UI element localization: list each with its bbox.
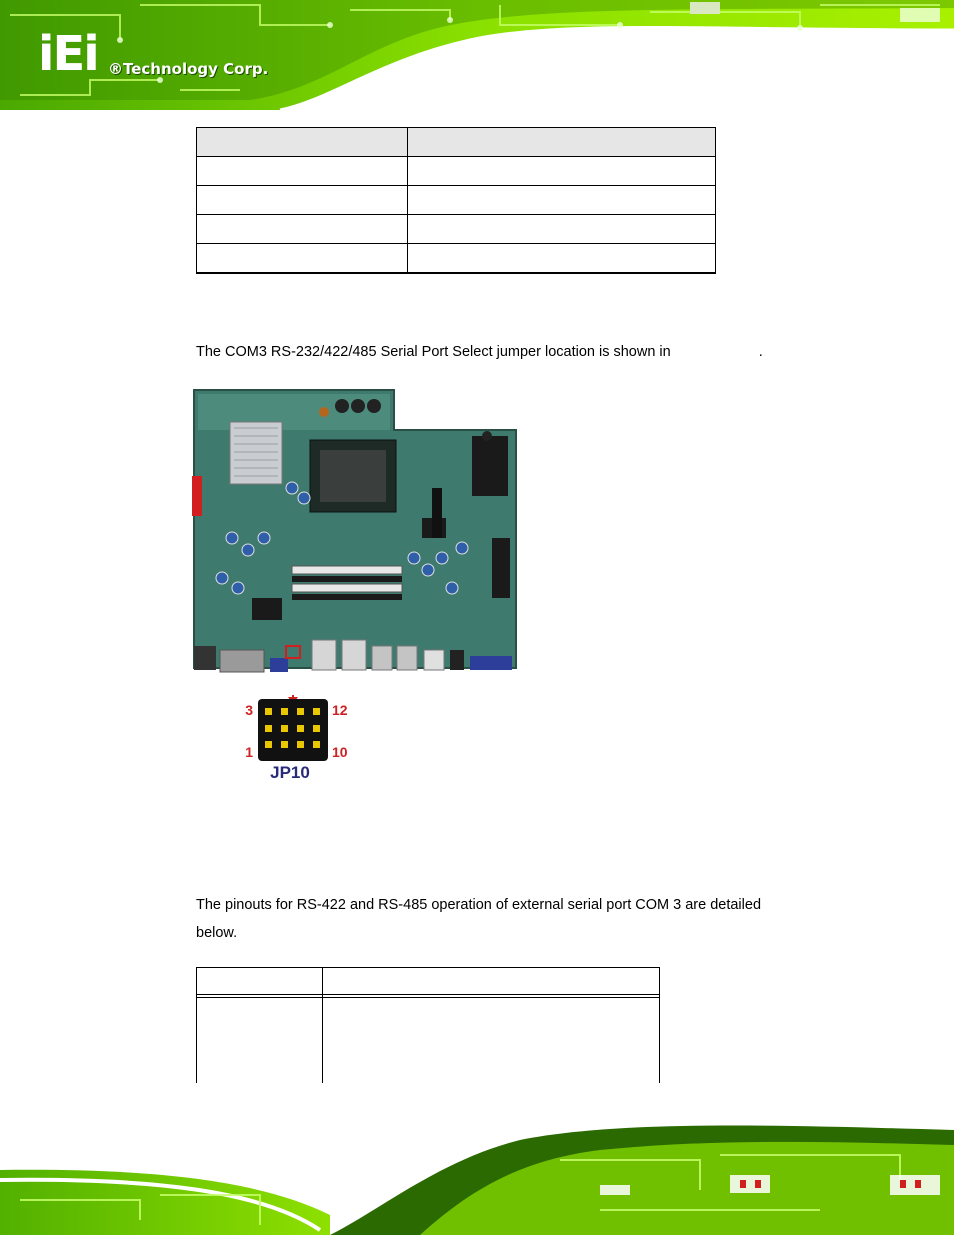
motherboard-illustration [192,388,517,678]
table-row [197,215,716,244]
table-cell [408,186,716,215]
company-logo [38,26,288,86]
table-cell [408,244,716,274]
table-cell [408,215,716,244]
page-footer [0,1120,954,1235]
pinouts-paragraph [196,891,761,947]
location-paragraph [196,338,763,366]
table-cell [408,128,716,157]
jumper-jp10-detail [240,695,360,785]
jumper-settings-table [196,127,716,274]
pinout-table-grid [196,967,660,1083]
table-cell [197,128,408,157]
logo-text: ®Technology Corp. [108,60,269,78]
pinouts-line-1: The pinouts for RS-422 and RS-485 operation of external serial port COM 3 are detailed [196,897,762,913]
table-row [197,244,716,274]
location-period: . [758,344,763,360]
table-row [197,186,716,215]
table-cell [197,244,408,274]
pin-label-3: 3 [245,702,253,718]
pin-label-12: 12 [332,702,348,718]
table-cell [197,215,408,244]
motherboard-image [192,388,517,678]
footer-pcb-graphic [0,1120,954,1235]
location-text: The COM3 RS-232/422/485 Serial Port Select jumper location is shown in [196,344,671,360]
table-header-row [197,128,716,157]
table-cell [197,186,408,215]
pinouts-line-2: below. [196,925,238,941]
table-cell [408,157,716,186]
pinout-table [196,967,660,1083]
table-cell [197,157,408,186]
logo-mark: iEi [38,26,98,82]
page-header [0,0,954,118]
pin-label-10: 10 [332,744,348,760]
table-row [197,157,716,186]
jumper-diagram [240,695,360,785]
pin-label-1: 1 [245,744,253,760]
jumper-label: JP10 [270,763,310,782]
